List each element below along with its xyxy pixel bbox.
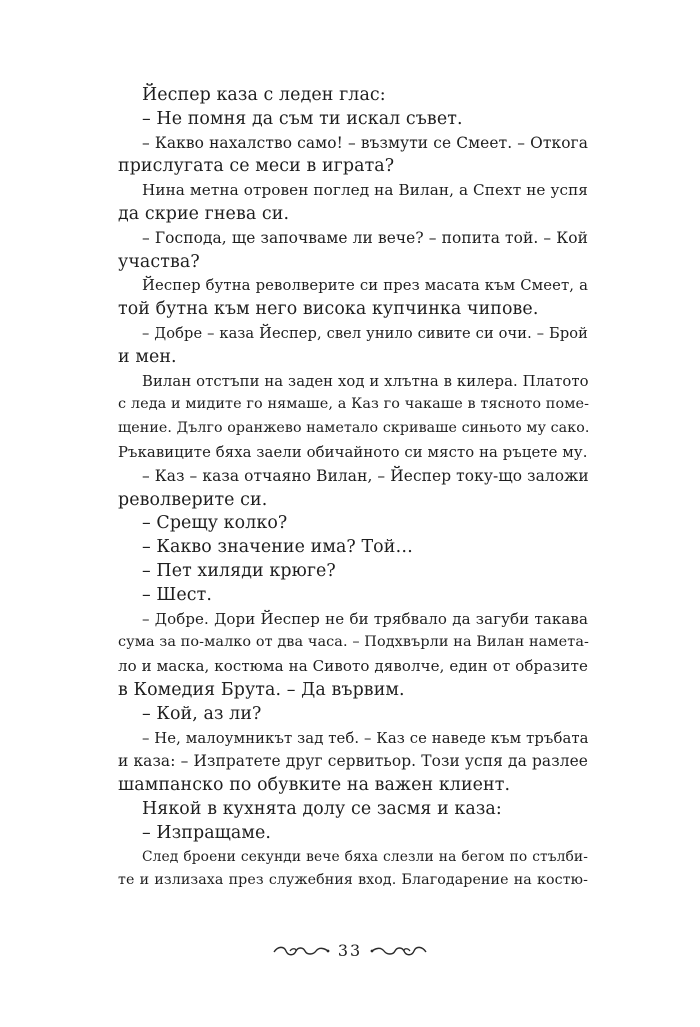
text-line: шампанско по обувките на важен клиент. <box>118 775 511 796</box>
text-line: Вилан отстъпи на заден ход и хлътна в килера. Платото <box>142 372 589 390</box>
flourish-ornament-left-icon <box>272 943 330 959</box>
text-line: – Срещу колко? <box>142 513 288 534</box>
text-line: – Кой, аз ли? <box>142 703 262 724</box>
flourish-ornament-right-icon <box>370 943 428 959</box>
text-line: – Каз – каза отчаяно Вилан, – Йеспер току-що заложи <box>142 466 589 485</box>
text-line: сума за по-малко от два часа. – Подхвърли на Вилан намета- <box>118 634 589 651</box>
text-line: След броени секунди вече бяха слезли на бегом по стълби- <box>142 848 588 865</box>
text-line: – Какво значение има? Той… <box>142 537 413 558</box>
text-line: – Шест. <box>142 584 212 605</box>
text-line: – Какво нахалство само! – възмути се Смеет. – Откога <box>142 133 588 152</box>
text-line: прислугата се меси в играта? <box>118 156 395 177</box>
text-line: участва? <box>118 251 200 272</box>
text-line: – Добре – каза Йеспер, свел унило сивите си очи. – Брой <box>142 324 588 342</box>
page-footer <box>0 940 700 962</box>
text-line: с леда и мидите го нямаше, а Каз го чакаше в тясното поме- <box>118 396 590 413</box>
text-line: – Не помня да съм ти искал съвет. <box>142 108 463 129</box>
text-line: Някой в кухнята долу се засмя и каза: <box>142 798 502 819</box>
body-text <box>118 84 588 893</box>
text-line: и мен. <box>118 346 177 367</box>
text-line: и каза: – Изпратете друг сервитьор. Този успя да разлее <box>118 752 588 771</box>
text-line: Нина метна отровен поглед на Вилан, а Спехт не успя <box>142 181 588 200</box>
text-line: Йеспер бутна револверите си през масата към Смеет, а <box>142 277 588 295</box>
text-line: щение. Дълго оранжево наметало скриваше синьото му сако. <box>118 420 590 437</box>
text-line: револверите си. <box>118 489 268 510</box>
page-number: 33 <box>337 941 363 960</box>
text-line: – Добре. Дори Йеспер не би трябвало да загуби такава <box>142 609 588 628</box>
text-line: той бутна към него висока купчинка чипове. <box>118 299 539 320</box>
text-line: те и излизаха през служебния вход. Благодарение на костю- <box>118 872 588 889</box>
text-line: Йеспер каза с леден глас: <box>142 85 386 105</box>
text-line: Ръкавиците бяха заели обичайното си място на ръцете му. <box>118 443 588 461</box>
text-line: – Господа, ще започваме ли вече? – попита той. – Кой <box>142 228 588 247</box>
text-line: в Комедия Брута. – Да вървим. <box>118 679 405 700</box>
text-line: – Пет хиляди крюге? <box>142 560 336 581</box>
text-line: – Изпращаме. <box>142 822 272 843</box>
text-line: да скрие гнева си. <box>118 203 290 224</box>
text-line: ло и маска, костюма на Сивото дяволче, един от образите <box>118 657 588 676</box>
text-line: – Не, малоумникът зад теб. – Каз се наведе към тръбата <box>142 729 589 747</box>
